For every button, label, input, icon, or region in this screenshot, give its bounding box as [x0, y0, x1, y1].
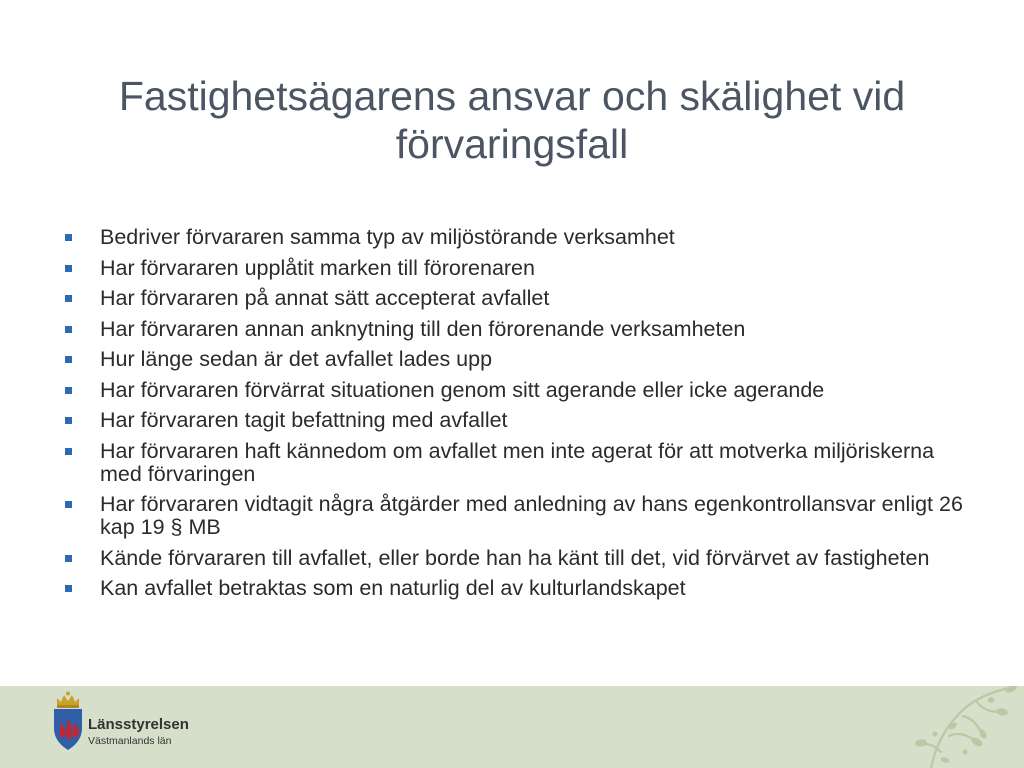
bullet-list [62, 226, 977, 608]
bullet-text: Har förvararen på annat sätt accepterat avfallet [100, 286, 550, 310]
bullet-text: Har förvararen upplåtit marken till förorenaren [100, 255, 535, 280]
bullet-text: Hur länge sedan är det avfallet lades upp [100, 347, 493, 371]
bullet-item [62, 348, 977, 371]
bullet-square-icon [65, 326, 72, 333]
plant-sprig-icon [905, 686, 1024, 768]
bullet-square-icon [65, 448, 72, 455]
bullet-text: Har förvararen förvärrat situationen genom sitt agerande eller icke agerande [100, 377, 825, 402]
bullet-text: Har förvararen haft kännedom om avfallet men inte agerat för att motverka miljöriskerna med förvaringen [100, 438, 935, 486]
bullet-text: Kände förvararen till avfallet, eller borde han ha känt till det, vid förvärvet av fastigheten [100, 545, 930, 570]
bullet-square-icon [65, 234, 72, 241]
org-name: Länsstyrelsen [88, 716, 189, 733]
bullet-square-icon [65, 387, 72, 394]
bullet-item [62, 577, 977, 600]
bullet-square-icon [65, 501, 72, 508]
coat-of-arms-icon [50, 690, 86, 752]
bullet-item [62, 379, 977, 402]
bullet-item [62, 409, 977, 432]
bullet-square-icon [65, 265, 72, 272]
bullet-square-icon [65, 356, 72, 363]
bullet-item [62, 318, 977, 341]
bullet-item [62, 287, 977, 310]
bullet-item [62, 257, 977, 280]
bullet-item [62, 493, 977, 539]
bullet-text: Bedriver förvararen samma typ av miljöstörande verksamhet [100, 225, 675, 249]
bullet-item [62, 440, 977, 486]
slide-title: Fastighetsägarens ansvar och skälighet vid förvaringsfall [118, 73, 906, 167]
org-region: Västmanlands län [88, 735, 172, 747]
bullet-item [62, 226, 977, 249]
bullet-text: Kan avfallet betraktas som en naturlig del av kulturlandskapet [100, 576, 686, 600]
bullet-text: Har förvararen tagit befattning med avfallet [100, 408, 508, 432]
bullet-item [62, 547, 977, 570]
bullet-square-icon [65, 295, 72, 302]
bullet-square-icon [65, 585, 72, 592]
bullet-text: Har förvararen annan anknytning till den förorenande verksamheten [100, 316, 746, 341]
org-logo [50, 690, 250, 762]
bullet-square-icon [65, 555, 72, 562]
bullet-square-icon [65, 417, 72, 424]
footer-band [0, 686, 1024, 768]
bullet-text: Har förvararen vidtagit några åtgärder med anledning av hans egenkontrollansvar enligt 26 kap 19 § MB [100, 492, 963, 539]
